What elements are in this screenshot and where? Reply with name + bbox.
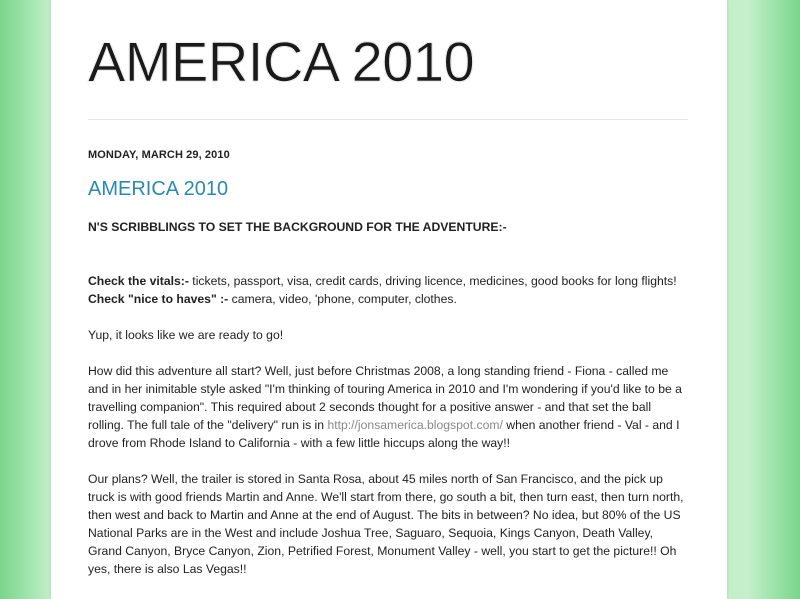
- plans-paragraph: Our plans? Well, the trailer is stored in Santa Rosa, about 45 miles north of San Francisco, and the pick up truck is with good friends Martin and Anne. We'll start from there, go south a bit, then turn east, then turn north, then west and back to Martin and Anne at the end of August. The bits in between? No idea, but 80% of the US National Parks are in the West and include Joshua Tree, Saguaro, Sequoia, Kings Canyon, Death Valley, Grand Canyon, Bryce Canyon, Zion, Petrified Forest, Monument Valley - well, you start to get the picture!! Oh yes, there is also Las Vegas!!: [88, 472, 684, 576]
- blog-page: [51, 0, 727, 599]
- vitals-text: tickets, passport, visa, credit cards, driving licence, medicines, good books for long flights!: [188, 274, 677, 288]
- post-title[interactable]: AMERICA 2010: [88, 178, 229, 200]
- story-paragraph: [88, 362, 688, 452]
- story-text-1: How did this adventure all start? Well, just before Christmas 2008, a long standing friend - Fiona - called me and in her inimitable style asked "I'm thinking of touring America in 2010 and I'm wondering if you'd like to be a travelling companion". This required about 2 seconds thought for a positive answer - and that set the ball rolling. The full tale of the "delivery" run is in: [88, 364, 682, 432]
- nice-to-haves-paragraph: [88, 290, 688, 308]
- spacer: [88, 308, 688, 326]
- post-subheading: N'S SCRIBBLINGS TO SET THE BACKGROUND FOR THE ADVENTURE:-: [88, 220, 507, 234]
- story-text-2: when another friend - Val - and I drove from Rhode Island to California - with a few little hiccups along the way!!: [88, 418, 680, 450]
- vitals-label: Check the vitals:-: [88, 274, 189, 288]
- spacer: [88, 452, 688, 470]
- post-body: [88, 218, 688, 578]
- ready-paragraph: Yup, it looks like we are ready to go!: [88, 328, 284, 342]
- nice-to-haves-label: Check "nice to haves" :-: [88, 292, 229, 306]
- vitals-paragraph: [88, 272, 688, 290]
- header-divider: [88, 119, 688, 120]
- spacer: [88, 344, 688, 362]
- blog-title[interactable]: AMERICA 2010: [88, 30, 475, 93]
- post-date: MONDAY, MARCH 29, 2010: [88, 149, 230, 161]
- nice-to-haves-text: camera, video, 'phone, computer, clothes.: [228, 292, 457, 306]
- jonsamerica-link[interactable]: http://jonsamerica.blogspot.com/: [327, 418, 503, 432]
